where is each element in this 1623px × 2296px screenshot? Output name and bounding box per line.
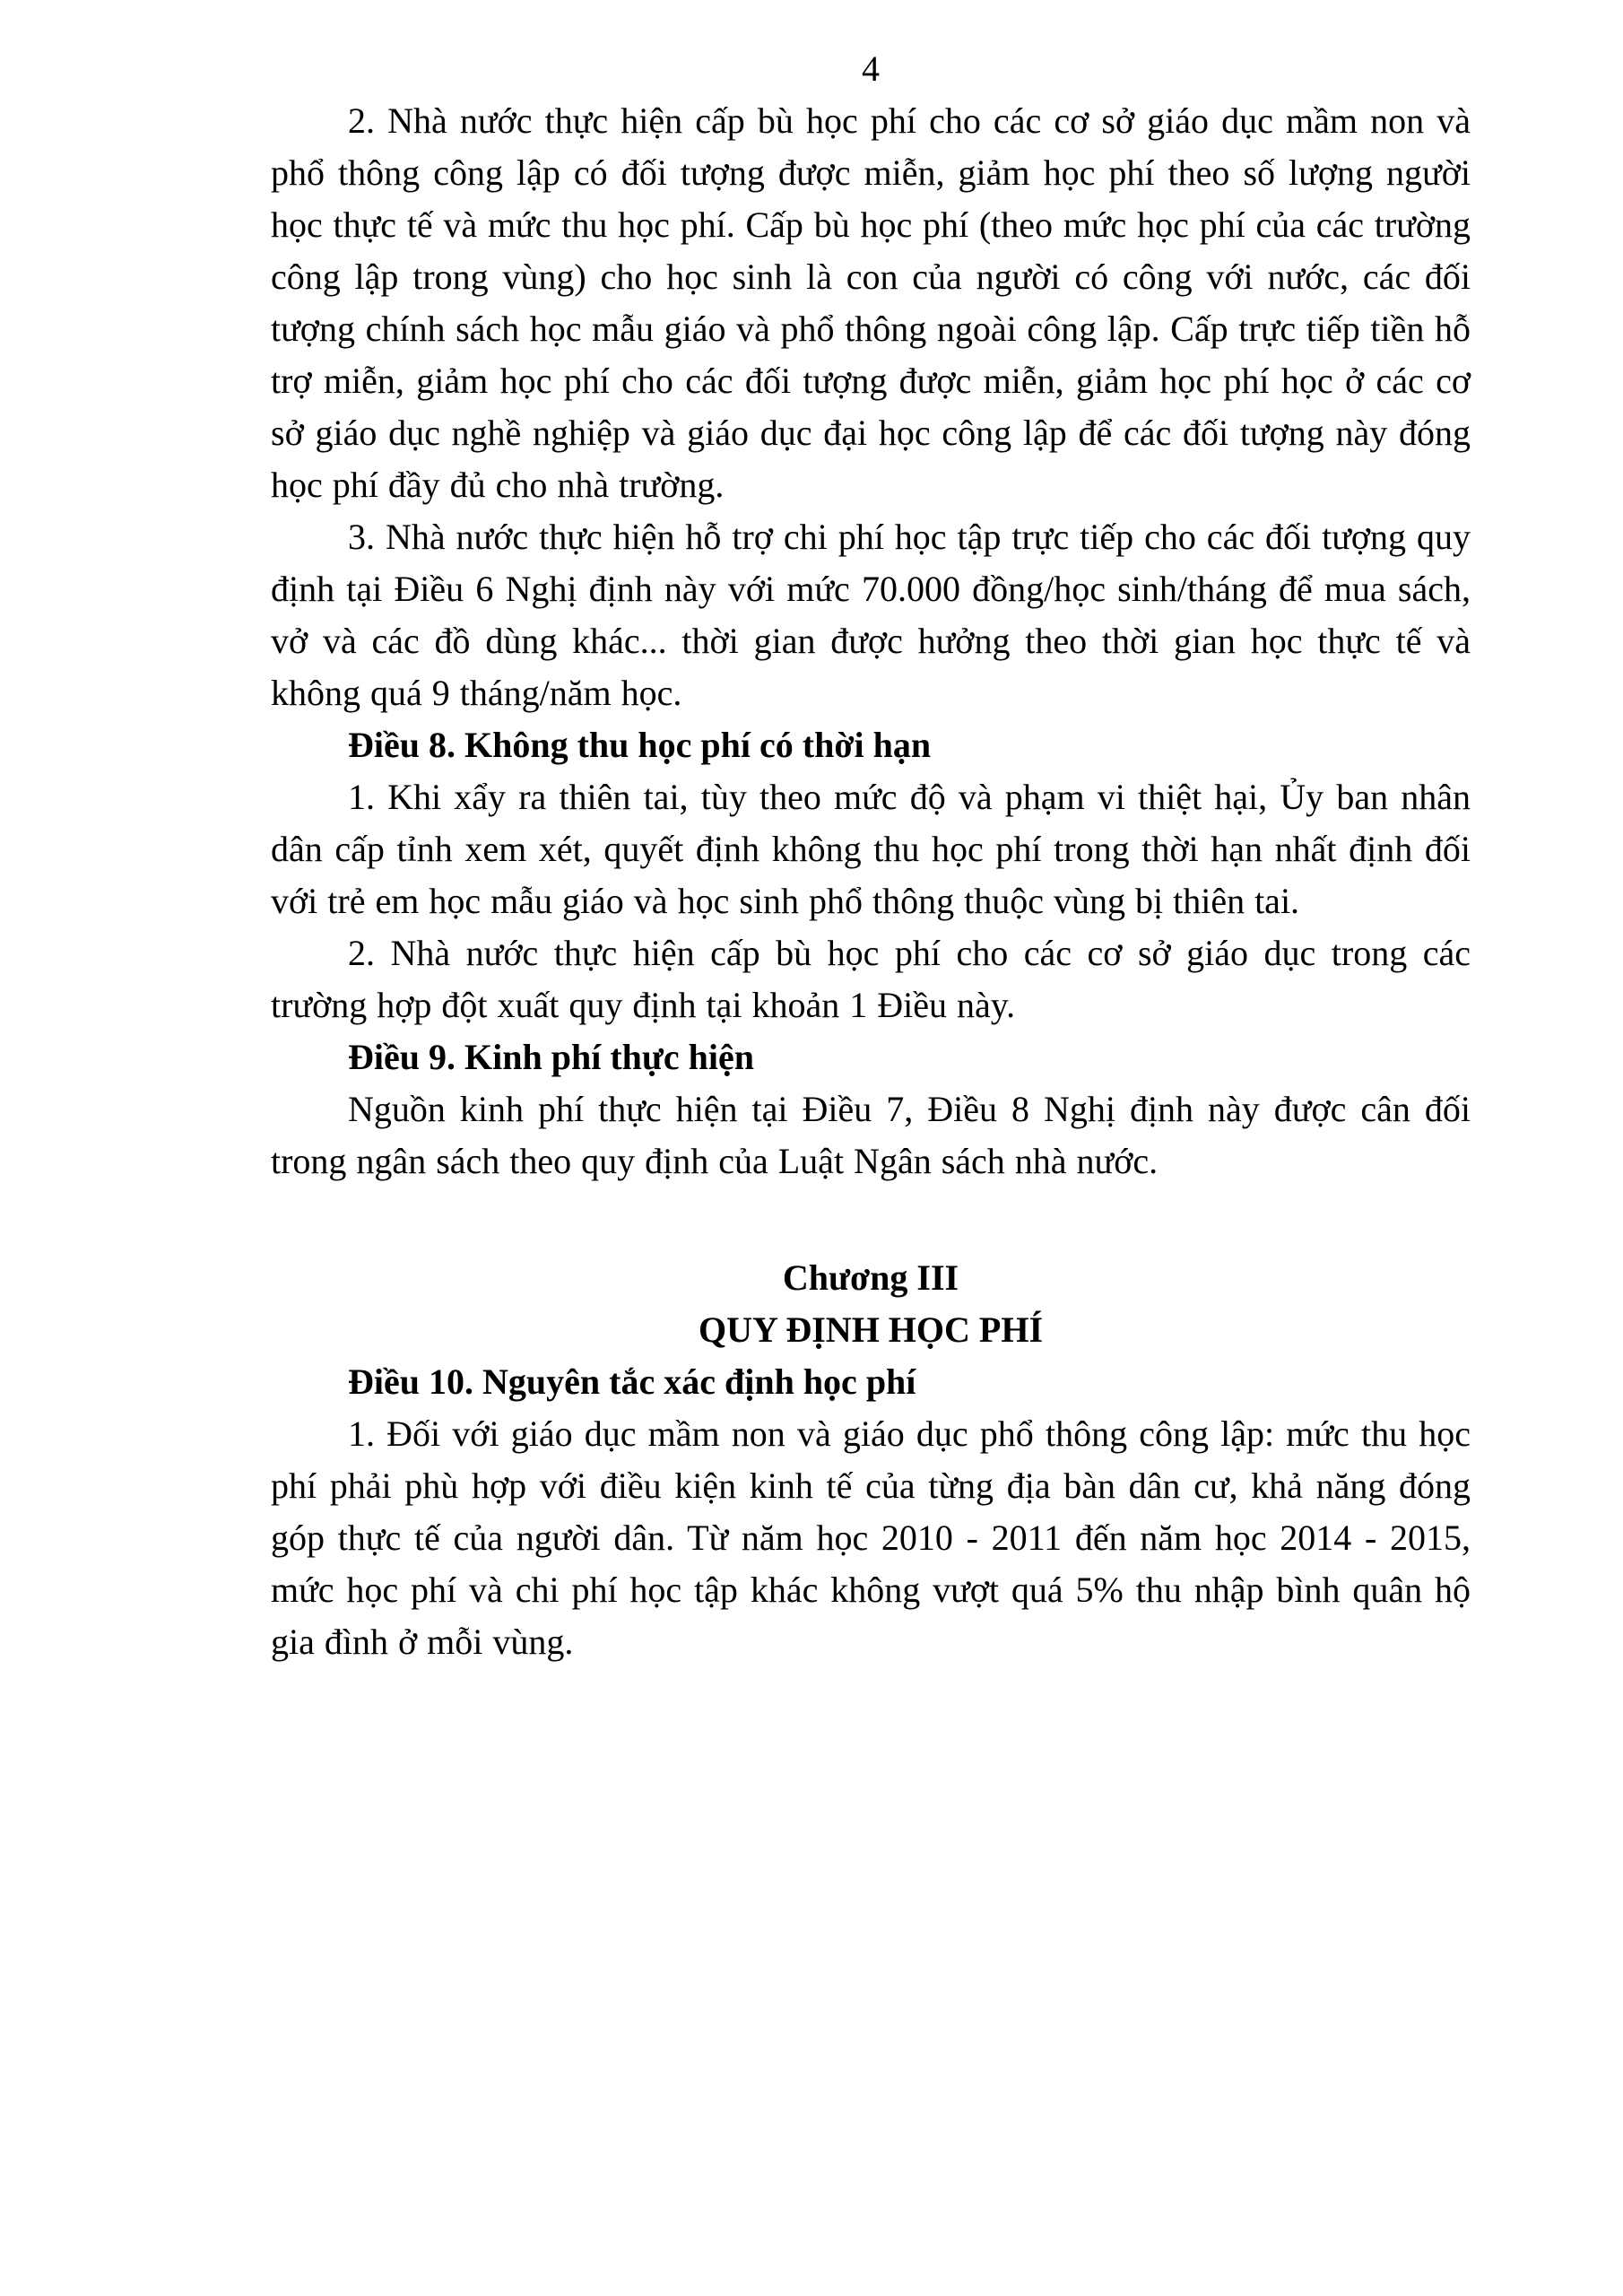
- chapter-3-block: [271, 1252, 1471, 1356]
- clause-3-paragraph: 3. Nhà nước thực hiện hỗ trợ chi phí học tập trực tiếp cho các đối tượng quy định tại Điều 6 Nghị định này với mức 70.000 đồng/học sinh/tháng để mua sách, vở và các đồ dùng khác... thời gian được hưởng theo thời gian học thực tế và không quá 9 tháng/năm học.: [271, 517, 1471, 713]
- chapter-subtitle: QUY ĐỊNH HỌC PHÍ: [698, 1309, 1044, 1350]
- article-8-heading: Điều 8. Không thu học phí có thời hạn: [348, 725, 932, 765]
- chapter-title: Chương III: [782, 1257, 959, 1298]
- article-10-clause-1: 1. Đối với giáo dục mầm non và giáo dục phổ thông công lập: mức thu học phí phải phù hợp với điều kiện kinh tế của từng địa bàn dân cư, khả năng đóng góp thực tế của người dân. Từ năm học 2010 - 2011 đến năm học 2014 - 2015, mức học phí và chi phí học tập khác không vượt quá 5% thu nhập bình quân hộ gia đình ở mỗi vùng.: [271, 1413, 1471, 1662]
- page-number: 4: [862, 48, 880, 89]
- article-8-clause-1: 1. Khi xẩy ra thiên tai, tùy theo mức độ và phạm vi thiệt hại, Ủy ban nhân dân cấp tỉnh xem xét, quyết định không thu học phí trong thời hạn nhất định đối với trẻ em học mẫu giáo và học sinh phổ thông thuộc vùng bị thiên tai.: [271, 777, 1471, 921]
- article-10-heading: Điều 10. Nguyên tắc xác định học phí: [348, 1361, 916, 1402]
- text-column: [271, 43, 1471, 1668]
- article-9-heading: Điều 9. Kinh phí thực hiện: [348, 1037, 755, 1077]
- clause-2-paragraph: 2. Nhà nước thực hiện cấp bù học phí cho các cơ sở giáo dục mầm non và phổ thông công lập có đối tượng được miễn, giảm học phí theo số lượng người học thực tế và mức thu học phí. Cấp bù học phí (theo mức học phí của các trường công lập trong vùng) cho học sinh là con của người có công với nước, các đối tượng chính sách học mẫu giáo và phổ thông ngoài công lập. Cấp trực tiếp tiền hỗ trợ miễn, giảm học phí cho các đối tượng được miễn, giảm học phí học ở các cơ sở giáo dục nghề nghiệp và giáo dục đại học công lập để các đối tượng này đóng học phí đầy đủ cho nhà trường.: [271, 100, 1471, 505]
- article-8-clause-2: 2. Nhà nước thực hiện cấp bù học phí cho các cơ sở giáo dục trong các trường hợp đột xuất quy định tại khoản 1 Điều này.: [271, 933, 1471, 1025]
- article-9-body: Nguồn kinh phí thực hiện tại Điều 7, Điều 8 Nghị định này được cân đối trong ngân sách theo quy định của Luật Ngân sách nhà nước.: [271, 1089, 1471, 1181]
